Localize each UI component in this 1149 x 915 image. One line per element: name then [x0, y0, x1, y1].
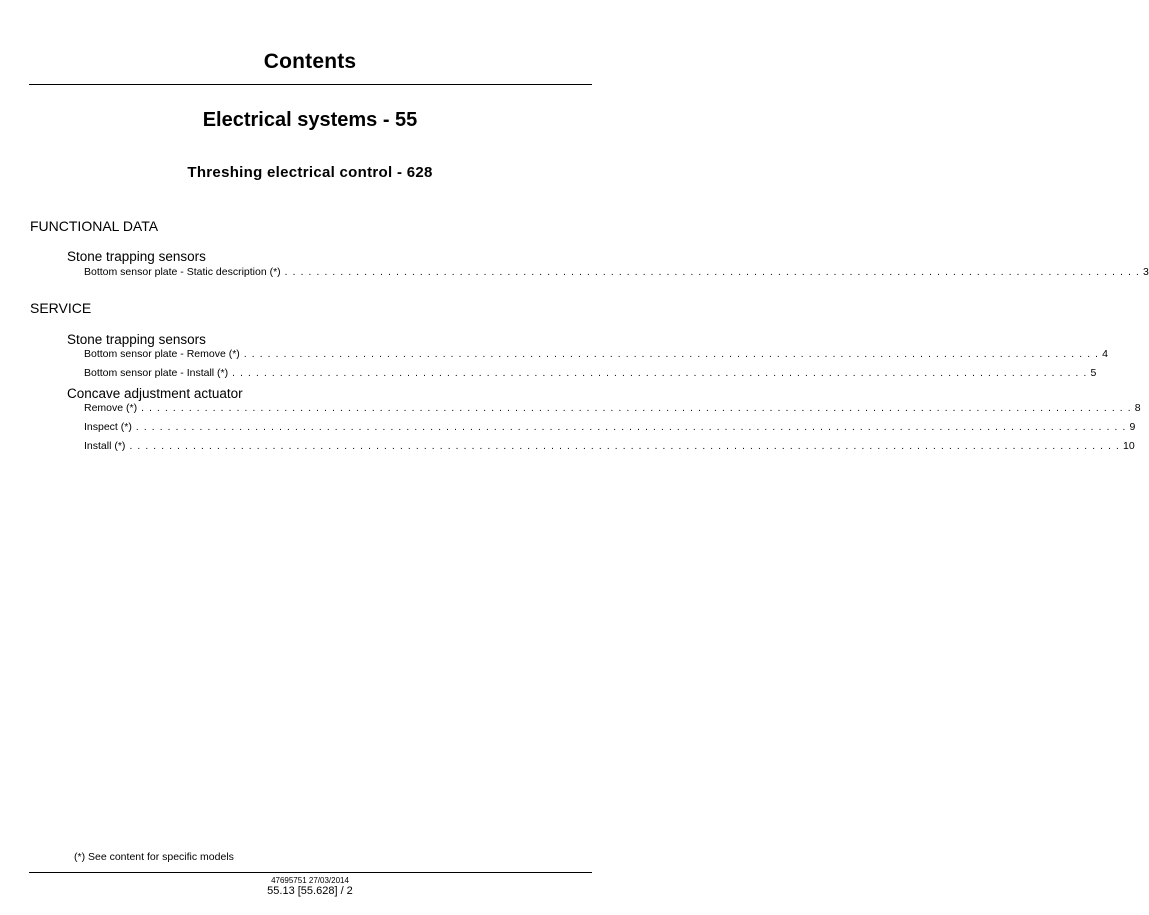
toc-entry-label: Inspect (*): [84, 421, 132, 433]
toc-entry[interactable]: [84, 421, 1136, 435]
toc-entry-page: 8: [1134, 402, 1141, 414]
toc-entry-page: 10: [1123, 440, 1135, 452]
dot-leader: . . . . . . . . . . . . . . . . . . . . . . . . . . . . . . . . . . . . . . . . . . . . . . . . . . . . . . . . . . . . . . . . . . . . . . . . . . . . . . . . . . . . . . . . . . . . . . . . . . . . . . . . . . . .: [232, 368, 1088, 379]
group-title: Concave adjustment actuator: [67, 386, 243, 401]
category-service: SERVICE: [30, 300, 92, 316]
toc-entry-label: Remove (*): [84, 402, 138, 414]
toc-entry-page: 9: [1129, 421, 1136, 433]
toc-entry[interactable]: [84, 266, 1149, 280]
group-title: Stone trapping sensors: [67, 249, 206, 264]
subsection-title: Threshing electrical control - 628: [187, 164, 433, 181]
toc-entry-label: Bottom sensor plate - Remove (*): [84, 348, 240, 360]
toc-entry-label: Bottom sensor plate - Install (*): [84, 367, 229, 379]
dot-leader: . . . . . . . . . . . . . . . . . . . . . . . . . . . . . . . . . . . . . . . . . . . . . . . . . . . . . . . . . . . . . . . . . . . . . . . . . . . . . . . . . . . . . . . . . . . . . . . . . . . . . . . . . . . . . . . . . . . . . . . . . . . . .: [141, 403, 1132, 414]
dot-leader: . . . . . . . . . . . . . . . . . . . . . . . . . . . . . . . . . . . . . . . . . . . . . . . . . . . . . . . . . . . . . . . . . . . . . . . . . . . . . . . . . . . . . . . . . . . . . . . . . . . . . . . . . . . .: [243, 349, 1100, 360]
toc-entry[interactable]: [84, 348, 1108, 362]
dot-leader: . . . . . . . . . . . . . . . . . . . . . . . . . . . . . . . . . . . . . . . . . . . . . . . . . . . . . . . . . . . . . . . . . . . . . . . . . . . . . . . . . . . . . . . . . . . . . . . . . . . . . . . . . . . . . . . . . . . . . . . . . . . . .: [129, 441, 1121, 452]
toc-entry-label: Bottom sensor plate - Static description (*): [84, 266, 281, 278]
dot-leader: . . . . . . . . . . . . . . . . . . . . . . . . . . . . . . . . . . . . . . . . . . . . . . . . . . . . . . . . . . . . . . . . . . . . . . . . . . . . . . . . . . . . . . . . . . . . . . . . . . . . . . . . . . . .: [284, 267, 1141, 278]
section-title: Electrical systems - 55: [202, 109, 418, 131]
dot-leader: . . . . . . . . . . . . . . . . . . . . . . . . . . . . . . . . . . . . . . . . . . . . . . . . . . . . . . . . . . . . . . . . . . . . . . . . . . . . . . . . . . . . . . . . . . . . . . . . . . . . . . . . . . . . . . . . . . . . . . . . . . . . .: [135, 422, 1127, 433]
document-id: 47695751 27/03/2014: [271, 876, 349, 885]
page-reference: 55.13 [55.628] / 2: [267, 885, 353, 897]
bottom-divider: [29, 872, 592, 873]
toc-entry-page: 5: [1090, 367, 1097, 379]
toc-entry[interactable]: [84, 367, 1097, 381]
toc-entry-page: 4: [1102, 348, 1108, 360]
toc-entry[interactable]: [84, 402, 1141, 416]
footnote: (*) See content for specific models: [74, 851, 234, 863]
category-functional-data: FUNCTIONAL DATA: [30, 218, 159, 234]
toc-entry-page: 3: [1143, 266, 1149, 278]
group-title: Stone trapping sensors: [67, 332, 206, 347]
top-divider: [29, 84, 592, 85]
page-title: Contents: [263, 50, 357, 73]
toc-entry[interactable]: [84, 440, 1135, 454]
toc-entry-label: Install (*): [84, 440, 126, 452]
